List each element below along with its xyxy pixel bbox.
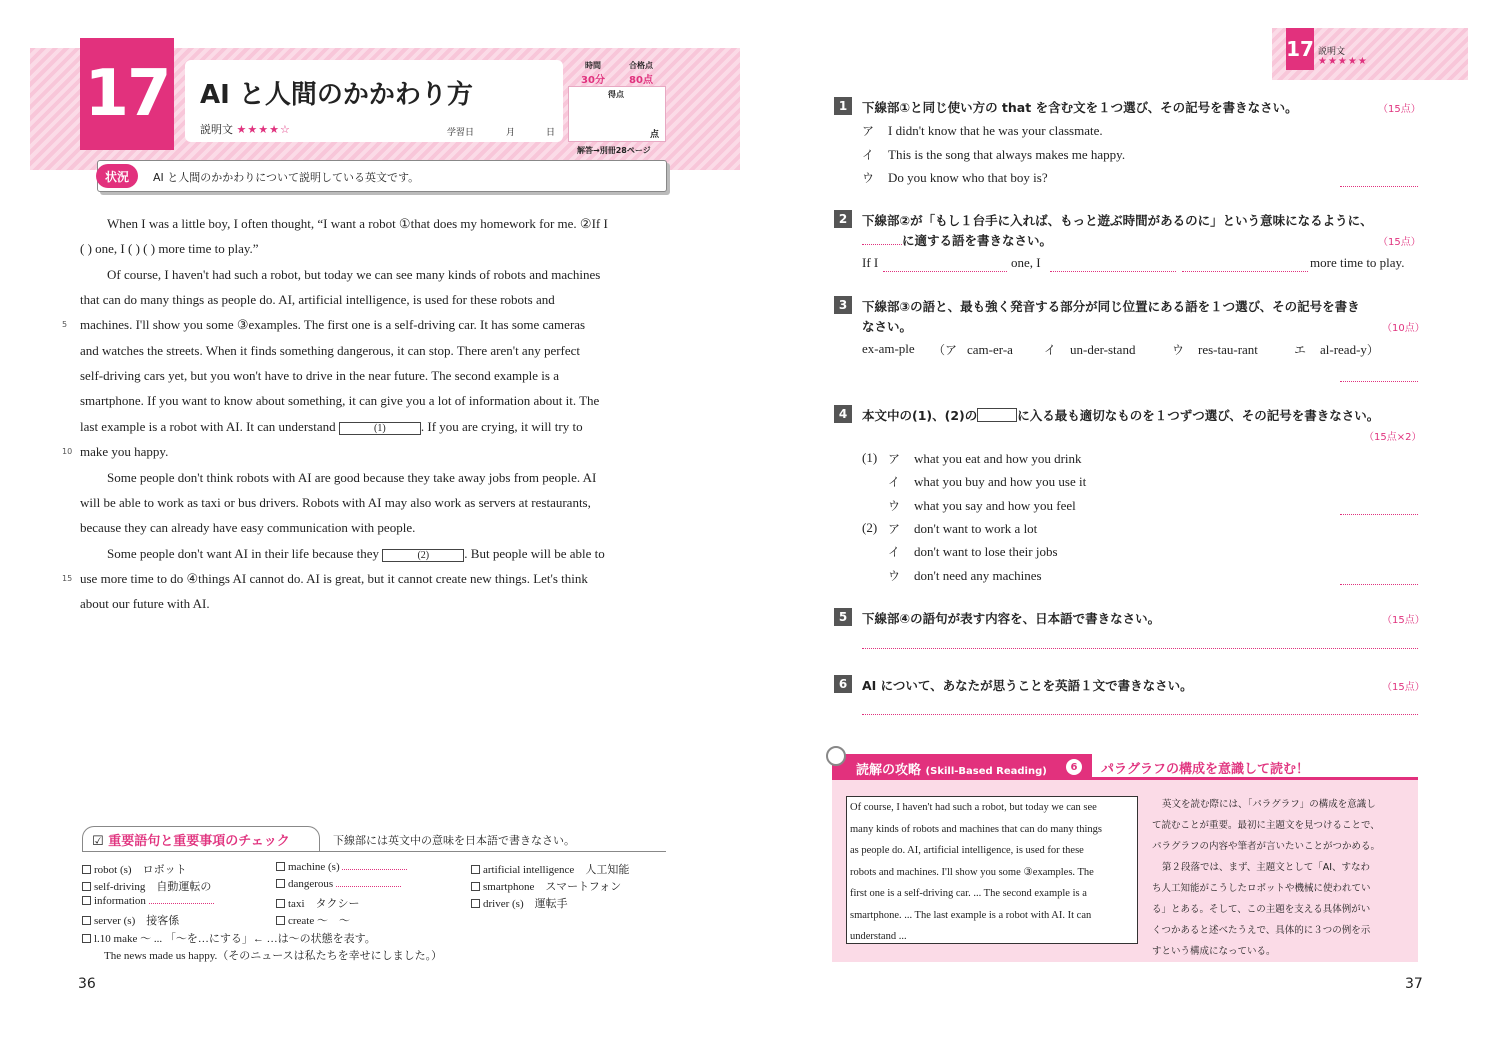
- question-2-number: 2: [834, 210, 852, 228]
- passage-line: smartphone. If you want to know about something, it can give you a lot of information about it. The: [80, 393, 600, 408]
- explanation-line: ち人工知能がこうしたロボットや機械に使われてい: [1152, 883, 1371, 894]
- q5-answer-field[interactable]: [862, 648, 1418, 649]
- q4-1-answer-field[interactable]: [1340, 514, 1418, 515]
- question-1-number: 1: [834, 97, 852, 115]
- q4-option[interactable]: イ don't want to lose their jobs: [888, 544, 1058, 559]
- question-3-number: 3: [834, 296, 852, 314]
- q1-answer-field[interactable]: [1340, 186, 1418, 187]
- page-number-left: 36: [78, 976, 96, 992]
- q4-option[interactable]: ウ don't need any machines: [888, 568, 1042, 583]
- vocab-item[interactable]: driver (s) 運転手: [471, 895, 568, 911]
- vocab-item[interactable]: machine (s): [276, 861, 407, 873]
- line-number: 15: [62, 574, 73, 583]
- question-5-text: 下線部④の語句が表す内容を、日本語で書きなさい。: [862, 611, 1161, 626]
- time-value: 30分: [581, 75, 605, 86]
- excerpt-line: understand ...: [850, 931, 907, 942]
- q3-option[interactable]: イ un-der-stand: [1044, 342, 1136, 357]
- q4-2-answer-field[interactable]: [1340, 584, 1418, 585]
- pass-value: 80点: [629, 75, 653, 86]
- day-label: 日: [546, 128, 556, 138]
- q4-option[interactable]: ウ what you say and how you feel: [888, 498, 1076, 513]
- q3-option[interactable]: ウ res-tau-rant: [1172, 342, 1258, 357]
- explanation-line: 第２段落では、まず、主題文として「AI、すなわ: [1162, 862, 1371, 873]
- q3-option[interactable]: エ al-read-y）: [1294, 342, 1379, 357]
- question-2-points: （15点）: [1378, 237, 1421, 248]
- genre-row: [200, 121, 291, 137]
- q2-blank-2[interactable]: [1050, 271, 1176, 272]
- vocab-instruction: 下線部には英文中の意味を日本語で書きなさい。: [333, 834, 575, 847]
- answer-ref: 解答→別冊28ページ: [577, 146, 651, 155]
- excerpt-line: smartphone. ... The last example is a robot with AI. It can: [850, 909, 1092, 921]
- passage-line: use more time to do ④things AI cannot do. AI is great, but it cannot create new things. Let's think: [80, 571, 588, 586]
- vocab-title: ☑ 重要語句と重要事項のチェック: [92, 834, 290, 849]
- situation-tag: 状況: [96, 164, 138, 188]
- explanation-line: すという構成になっている。: [1152, 946, 1276, 957]
- question-5-points: （15点）: [1382, 615, 1425, 626]
- explanation-line: くつかあると述べたうえで、具体的に３つの例を示: [1152, 925, 1371, 936]
- passage-line-blank1: [80, 414, 666, 439]
- q1-option[interactable]: イ This is the song that always makes me happy.: [862, 147, 1126, 162]
- pass-label: 合格点: [629, 61, 653, 70]
- skill-explanation: [1152, 794, 1380, 962]
- passage-text: last example is a robot with AI. It can understand: [80, 419, 336, 434]
- genre-label: 説明文: [200, 123, 233, 136]
- q1-option[interactable]: ウ Do you know who that boy is?: [862, 170, 1048, 185]
- q2-fill-a: If I: [862, 255, 879, 270]
- passage-line-blank2: [80, 541, 666, 566]
- excerpt-line: many kinds of robots and machines that can do many things: [850, 823, 1102, 835]
- page-number-right: 37: [1405, 976, 1423, 992]
- passage-line: When I was a little boy, I often thought, “I want a robot ①that does my homework for me. ②If I: [107, 216, 608, 231]
- question-1-text: 下線部①と同じ使い方の that を含む文を１つ選び、その記号を書きなさい。: [862, 100, 1298, 115]
- q6-answer-field[interactable]: [862, 714, 1418, 715]
- excerpt-line: robots and machines. I'll show you some ③examples. The: [850, 866, 1094, 878]
- vocab-item[interactable]: smartphone スマートフォン: [471, 878, 621, 894]
- question-2-text: 下線部②が「もし１台手に入れば、もっと遊ぶ時間があるのに」という意味になるように、: [862, 213, 1373, 228]
- excerpt-line: as people do. AI, artificial intelligence, is used for these: [850, 845, 1084, 856]
- line-number: 5: [62, 320, 68, 329]
- skill-excerpt: [850, 797, 1102, 948]
- q3-option[interactable]: （ア cam-er-a: [933, 342, 1013, 357]
- unit-number: 17: [80, 38, 174, 150]
- vocab-item[interactable]: artificial intelligence 人工知能: [471, 861, 629, 877]
- question-6-text: AI について、あなたが思うことを英語１文で書きなさい。: [862, 678, 1193, 693]
- q2-fill-c: more time to play.: [1310, 255, 1405, 270]
- q4-option[interactable]: ア don't want to work a lot: [888, 521, 1038, 536]
- question-3-text2: なさい。: [862, 319, 913, 334]
- question-5-number: 5: [834, 608, 852, 626]
- vocab-item[interactable]: information: [82, 895, 214, 907]
- blank-2: (2): [382, 549, 464, 562]
- time-label: 時間: [585, 61, 601, 70]
- difficulty-stars: ★★★★☆: [236, 123, 291, 136]
- score-label: 得点: [608, 90, 624, 99]
- question-4-text: 本文中の(1)、(2)の に入る最も適切なものを１つずつ選び、その記号を書きなさい。: [862, 408, 1380, 423]
- month-label: 月: [506, 128, 516, 138]
- question-3-points: （10点）: [1382, 323, 1425, 334]
- question-4-number: 4: [834, 405, 852, 423]
- q4-option[interactable]: イ what you buy and how you use it: [888, 474, 1087, 489]
- explanation-line: る」とある。そして、この主題を支える具体例がい: [1152, 904, 1371, 915]
- right-genre: 説明文: [1318, 47, 1346, 57]
- explanation-line: パラグラフの内容や筆者が言いたいことがつかめる。: [1152, 841, 1381, 852]
- right-stars: ★★★★★: [1318, 56, 1368, 67]
- q4-sub2-label: (2): [862, 520, 878, 535]
- q3-word: ex-am-ple: [862, 341, 915, 356]
- passage-text: . If you are crying, it will try to: [420, 419, 583, 434]
- passage-line: Some people don't think robots with AI are good because they take away jobs from people. AI: [107, 470, 597, 485]
- skill-title: 読解の攻略 (Skill-Based Reading): [856, 763, 1047, 778]
- q2-blank-3[interactable]: [1182, 271, 1308, 272]
- q2-fill-b: one, I: [1011, 255, 1041, 270]
- question-1-points: （15点）: [1378, 104, 1421, 115]
- passage-line: machines. I'll show you some ③examples. The first one is a self-driving car. It has some cameras: [80, 317, 586, 332]
- question-3-text: 下線部③の語と、最も強く発音する部分が同じ位置にある語を１つ選び、その記号を書き: [862, 299, 1360, 314]
- explanation-line: て読むことが重要。最初に主題文を見つけることで、: [1152, 820, 1380, 831]
- passage-line: ( ) one, I ( ) ( ) more time to play.”: [80, 241, 259, 256]
- passage-line: because they can already have easy communication with people.: [80, 520, 416, 535]
- skill-headline: パラグラフの構成を意識して読む！: [1101, 762, 1310, 777]
- passage-line: make you happy.: [80, 444, 169, 459]
- question-6-number: 6: [834, 675, 852, 693]
- study-date-label: 学習日: [447, 128, 475, 138]
- key-icon: [826, 746, 846, 766]
- question-2-text2: に適する語を書きなさい。: [862, 231, 1052, 249]
- question-4-points: （15点×2）: [1364, 432, 1422, 443]
- excerpt-line: Of course, I haven't had such a robot, but today we can see: [850, 802, 1097, 813]
- right-unit-number: 17: [1286, 28, 1314, 70]
- passage-text: Some people don't want AI in their life because they: [107, 546, 380, 561]
- pass-box: [620, 60, 662, 86]
- vocab-example: The news made us happy.（そのニュースは私たちを幸せにしました。）: [104, 950, 443, 962]
- q1-option[interactable]: ア I didn't know that he was your classmate.: [862, 123, 1103, 138]
- line-number: 10: [62, 447, 73, 456]
- vocab-item[interactable]: taxi タクシー: [276, 895, 360, 911]
- skill-badge: 6: [1066, 759, 1082, 775]
- vocab-item[interactable]: dangerous: [276, 878, 401, 890]
- explanation-line: 英文を読む際には、「パラグラフ」の構成を意識し: [1162, 799, 1376, 810]
- vocab-note[interactable]: l.10 make ～ ... 「～を…にする」← …は～の状態を表す。: [82, 930, 376, 946]
- vocab-divider: [82, 851, 666, 852]
- passage-line: about our future with AI.: [80, 596, 210, 611]
- passage-line: self-driving cars yet, but you won't have to drive in the near future. The second example is a: [80, 368, 559, 383]
- question-6-points: （15点）: [1382, 682, 1425, 693]
- excerpt-line: first one is a self-driving car. ... The second example is a: [850, 888, 1087, 899]
- passage-line: that can do many things as people do. AI, artificial intelligence, is used for these robots and: [80, 292, 555, 307]
- q2-blank-1[interactable]: [883, 271, 1007, 272]
- vocab-item[interactable]: create ～ ～: [276, 912, 350, 928]
- q4-option[interactable]: ア what you eat and how you drink: [888, 451, 1082, 466]
- passage-line: and watches the streets. When it finds something dangerous, it can stop. There aren't any perfect: [80, 343, 581, 358]
- time-box: [572, 60, 614, 86]
- passage-line: will be able to work as taxi or bus drivers. Robots with AI may also work as servers at restaurants,: [80, 495, 591, 510]
- passage-text: . But people will be able to: [464, 546, 605, 561]
- vocab-item[interactable]: self-driving 自動運転の: [82, 878, 211, 894]
- vocab-item[interactable]: robot (s) ロボット: [82, 861, 187, 877]
- vocab-item[interactable]: server (s) 接客係: [82, 912, 179, 928]
- situation-text: AI と人間のかかわりについて説明している英文です。: [153, 171, 420, 184]
- page-title: AI と人間のかかわり方: [200, 80, 473, 110]
- blank-1: (1): [339, 422, 421, 435]
- passage-line: Of course, I haven't had such a robot, but today we can see many kinds of robots and machines: [107, 267, 601, 282]
- q4-sub1-label: (1): [862, 450, 878, 465]
- q3-answer-field[interactable]: [1340, 381, 1418, 382]
- score-unit: 点: [650, 130, 660, 140]
